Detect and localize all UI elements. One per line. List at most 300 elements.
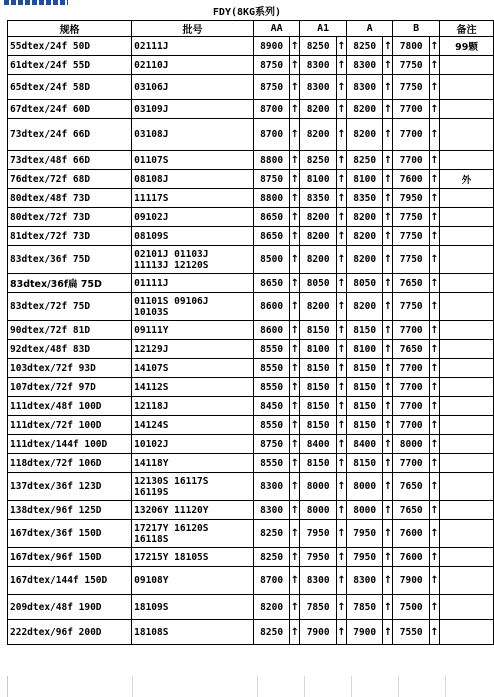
price-aa-cell: 8800 — [253, 151, 290, 170]
spec-cell: 61dtex/24f 55D — [8, 56, 132, 75]
note-cell — [439, 56, 493, 75]
up-arrow-icon: ↑ — [383, 170, 393, 189]
price-b-cell: 7750 — [393, 293, 430, 321]
price-a-cell: 8200 — [346, 293, 383, 321]
price-aa-cell: 8750 — [253, 435, 290, 454]
price-a-cell: 8150 — [346, 359, 383, 378]
batch-number: 12130S 16117S — [134, 475, 209, 487]
spec-cell: 167dtex/36f 150D — [8, 520, 132, 548]
up-arrow-icon: ↑ — [336, 454, 346, 473]
batch-number: 01111J — [134, 277, 169, 289]
up-arrow-icon: ↑ — [290, 151, 300, 170]
up-arrow-icon: ↑ — [336, 397, 346, 416]
table-row — [8, 378, 494, 397]
batch-cell — [132, 378, 254, 397]
batch-number: 11113J 12120S — [134, 259, 209, 271]
price-a-cell: 8400 — [346, 435, 383, 454]
up-arrow-icon: ↑ — [429, 321, 439, 340]
up-arrow-icon: ↑ — [383, 321, 393, 340]
note-cell — [439, 119, 493, 151]
price-a1-cell: 8250 — [300, 151, 337, 170]
batch-number: 01107S — [134, 154, 169, 166]
table-row — [8, 454, 494, 473]
table-row — [8, 293, 494, 321]
price-aa-cell: 8650 — [253, 227, 290, 246]
note-cell — [439, 473, 493, 501]
price-a-cell: 8150 — [346, 416, 383, 435]
note-cell — [439, 435, 493, 454]
price-b-cell: 7750 — [393, 246, 430, 274]
price-a-cell: 8150 — [346, 454, 383, 473]
table-row — [8, 473, 494, 501]
batch-number: 17215Y 18105S — [134, 551, 209, 563]
price-aa-cell: 8650 — [253, 274, 290, 293]
price-a1-cell: 8200 — [300, 119, 337, 151]
up-arrow-icon: ↑ — [336, 359, 346, 378]
price-b-cell: 7650 — [393, 340, 430, 359]
grid-line — [304, 676, 305, 697]
spec-cell: 167dtex/144f 150D — [8, 567, 132, 595]
batch-number: 08108J — [134, 173, 169, 185]
batch-cell — [132, 119, 254, 151]
price-aa-cell: 8750 — [253, 170, 290, 189]
price-a1-cell: 8250 — [300, 37, 337, 56]
spec-cell: 90dtex/72f 81D — [8, 321, 132, 340]
spec-cell: 73dtex/24f 66D — [8, 119, 132, 151]
up-arrow-icon: ↑ — [383, 378, 393, 397]
up-arrow-icon: ↑ — [336, 595, 346, 620]
price-a1-cell: 8200 — [300, 208, 337, 227]
spec-cell: 80dtex/72f 73D — [8, 208, 132, 227]
up-arrow-icon: ↑ — [290, 37, 300, 56]
table-row — [8, 227, 494, 246]
table-row — [8, 416, 494, 435]
price-a1-cell: 8200 — [300, 100, 337, 119]
note-cell — [439, 501, 493, 520]
up-arrow-icon: ↑ — [290, 397, 300, 416]
price-aa-cell: 8750 — [253, 56, 290, 75]
price-a-cell: 8300 — [346, 567, 383, 595]
table-row — [8, 595, 494, 620]
note-cell — [439, 359, 493, 378]
spec-cell: 67dtex/24f 60D — [8, 100, 132, 119]
batch-number: 11117S — [134, 192, 169, 204]
price-b-cell: 7700 — [393, 397, 430, 416]
up-arrow-icon: ↑ — [290, 274, 300, 293]
batch-cell — [132, 397, 254, 416]
price-b-cell: 7700 — [393, 151, 430, 170]
price-a-cell: 8200 — [346, 208, 383, 227]
note-cell — [439, 100, 493, 119]
up-arrow-icon: ↑ — [290, 435, 300, 454]
up-arrow-icon: ↑ — [336, 378, 346, 397]
up-arrow-icon: ↑ — [383, 359, 393, 378]
up-arrow-icon: ↑ — [290, 378, 300, 397]
up-arrow-icon: ↑ — [429, 75, 439, 100]
table-row — [8, 170, 494, 189]
up-arrow-icon: ↑ — [383, 473, 393, 501]
up-arrow-icon: ↑ — [290, 189, 300, 208]
up-arrow-icon: ↑ — [290, 567, 300, 595]
spec-cell: 111dtex/72f 100D — [8, 416, 132, 435]
batch-cell — [132, 501, 254, 520]
spec-cell: 209dtex/48f 190D — [8, 595, 132, 620]
table-row — [8, 435, 494, 454]
up-arrow-icon: ↑ — [383, 246, 393, 274]
spec-cell: 80dtex/48f 73D — [8, 189, 132, 208]
grid-line — [132, 676, 133, 697]
up-arrow-icon: ↑ — [429, 340, 439, 359]
up-arrow-icon: ↑ — [429, 293, 439, 321]
batch-cell — [132, 208, 254, 227]
up-arrow-icon: ↑ — [336, 321, 346, 340]
price-a-cell: 8250 — [346, 151, 383, 170]
up-arrow-icon: ↑ — [429, 620, 439, 645]
table-row — [8, 189, 494, 208]
table-row — [8, 359, 494, 378]
up-arrow-icon: ↑ — [383, 620, 393, 645]
up-arrow-icon: ↑ — [429, 520, 439, 548]
note-cell — [439, 189, 493, 208]
price-a-cell: 8200 — [346, 246, 383, 274]
price-a-cell: 8300 — [346, 75, 383, 100]
price-a1-cell: 8200 — [300, 293, 337, 321]
spec-cell: 111dtex/48f 100D — [8, 397, 132, 416]
price-aa-cell: 8600 — [253, 293, 290, 321]
price-aa-cell: 8500 — [253, 246, 290, 274]
price-a-cell: 8250 — [346, 37, 383, 56]
up-arrow-icon: ↑ — [383, 119, 393, 151]
up-arrow-icon: ↑ — [336, 208, 346, 227]
price-a1-cell: 8350 — [300, 189, 337, 208]
up-arrow-icon: ↑ — [429, 416, 439, 435]
price-a1-cell: 8150 — [300, 378, 337, 397]
price-b-cell: 7700 — [393, 119, 430, 151]
price-a1-cell: 8150 — [300, 454, 337, 473]
batch-number: 14124S — [134, 419, 169, 431]
price-b-cell: 7900 — [393, 567, 430, 595]
note-cell — [439, 151, 493, 170]
spec-cell: 73dtex/48f 66D — [8, 151, 132, 170]
batch-number: 09102J — [134, 211, 169, 223]
spec-cell: 111dtex/144f 100D — [8, 435, 132, 454]
up-arrow-icon: ↑ — [429, 119, 439, 151]
batch-cell — [132, 454, 254, 473]
batch-cell — [132, 321, 254, 340]
up-arrow-icon: ↑ — [383, 75, 393, 100]
note-cell — [439, 454, 493, 473]
up-arrow-icon: ↑ — [336, 189, 346, 208]
spec-cell: 65dtex/24f 58D — [8, 75, 132, 100]
batch-number: 09111Y — [134, 324, 169, 336]
up-arrow-icon: ↑ — [429, 595, 439, 620]
up-arrow-icon: ↑ — [383, 208, 393, 227]
price-a1-cell: 7850 — [300, 595, 337, 620]
up-arrow-icon: ↑ — [429, 170, 439, 189]
batch-cell — [132, 170, 254, 189]
price-a1-cell: 7950 — [300, 548, 337, 567]
price-a-cell: 8150 — [346, 378, 383, 397]
price-aa-cell: 8700 — [253, 119, 290, 151]
batch-number: 12129J — [134, 343, 169, 355]
spec-cell: 167dtex/96f 150D — [8, 548, 132, 567]
grid-line — [398, 676, 399, 697]
up-arrow-icon: ↑ — [383, 340, 393, 359]
price-aa-cell: 8900 — [253, 37, 290, 56]
spec-cell: 76dtex/72f 68D — [8, 170, 132, 189]
price-a1-cell: 8150 — [300, 397, 337, 416]
batch-number: 02101J 01103J — [134, 248, 209, 260]
up-arrow-icon: ↑ — [290, 340, 300, 359]
price-b-cell: 7650 — [393, 473, 430, 501]
up-arrow-icon: ↑ — [290, 620, 300, 645]
up-arrow-icon: ↑ — [429, 378, 439, 397]
up-arrow-icon: ↑ — [429, 473, 439, 501]
batch-cell — [132, 274, 254, 293]
up-arrow-icon: ↑ — [383, 416, 393, 435]
up-arrow-icon: ↑ — [290, 321, 300, 340]
batch-cell — [132, 227, 254, 246]
up-arrow-icon: ↑ — [429, 227, 439, 246]
price-aa-cell: 8550 — [253, 454, 290, 473]
price-b-cell: 7750 — [393, 56, 430, 75]
table-row — [8, 548, 494, 567]
up-arrow-icon: ↑ — [429, 548, 439, 567]
batch-cell — [132, 246, 254, 274]
grid-line — [351, 676, 352, 697]
price-a-cell: 8200 — [346, 227, 383, 246]
up-arrow-icon: ↑ — [336, 119, 346, 151]
table-row — [8, 274, 494, 293]
table-row — [8, 321, 494, 340]
price-a1-cell: 7950 — [300, 520, 337, 548]
up-arrow-icon: ↑ — [383, 454, 393, 473]
up-arrow-icon: ↑ — [336, 501, 346, 520]
spec-cell: 83dtex/72f 75D — [8, 293, 132, 321]
up-arrow-icon: ↑ — [290, 170, 300, 189]
price-a1-cell: 8000 — [300, 473, 337, 501]
batch-number: 08109S — [134, 230, 169, 242]
up-arrow-icon: ↑ — [383, 567, 393, 595]
batch-number: 18108S — [134, 626, 169, 638]
up-arrow-icon: ↑ — [290, 454, 300, 473]
up-arrow-icon: ↑ — [336, 227, 346, 246]
batch-cell — [132, 416, 254, 435]
price-b-cell: 7700 — [393, 321, 430, 340]
up-arrow-icon: ↑ — [383, 501, 393, 520]
grid-line — [257, 676, 258, 697]
up-arrow-icon: ↑ — [290, 75, 300, 100]
header-spec: 规格 — [8, 21, 132, 37]
spec-cell: 83dtex/36f扁 75D — [8, 274, 132, 293]
price-a1-cell: 8400 — [300, 435, 337, 454]
up-arrow-icon: ↑ — [336, 416, 346, 435]
up-arrow-icon: ↑ — [383, 397, 393, 416]
up-arrow-icon: ↑ — [429, 100, 439, 119]
batch-number: 14112S — [134, 381, 169, 393]
price-b-cell: 7500 — [393, 595, 430, 620]
up-arrow-icon: ↑ — [290, 119, 300, 151]
header-row — [8, 21, 494, 37]
up-arrow-icon: ↑ — [429, 397, 439, 416]
note-cell: 99颗 — [439, 37, 493, 56]
note-cell — [439, 416, 493, 435]
batch-cell — [132, 75, 254, 100]
batch-number: 17217Y 16120S — [134, 522, 209, 534]
price-a1-cell: 8100 — [300, 340, 337, 359]
table-row — [8, 246, 494, 274]
price-b-cell: 7600 — [393, 520, 430, 548]
up-arrow-icon: ↑ — [383, 293, 393, 321]
note-cell — [439, 75, 493, 100]
price-a1-cell: 8100 — [300, 170, 337, 189]
header-batch: 批号 — [132, 21, 254, 37]
up-arrow-icon: ↑ — [336, 246, 346, 274]
table-row — [8, 56, 494, 75]
batch-cell — [132, 567, 254, 595]
price-a1-cell: 8000 — [300, 501, 337, 520]
up-arrow-icon: ↑ — [290, 501, 300, 520]
spec-cell: 222dtex/96f 200D — [8, 620, 132, 645]
note-cell — [439, 321, 493, 340]
up-arrow-icon: ↑ — [290, 100, 300, 119]
price-a1-cell: 8200 — [300, 227, 337, 246]
up-arrow-icon: ↑ — [290, 548, 300, 567]
table-row — [8, 119, 494, 151]
spec-cell: 103dtex/72f 93D — [8, 359, 132, 378]
price-a1-cell: 8150 — [300, 321, 337, 340]
up-arrow-icon: ↑ — [429, 189, 439, 208]
up-arrow-icon: ↑ — [383, 100, 393, 119]
up-arrow-icon: ↑ — [429, 435, 439, 454]
up-arrow-icon: ↑ — [290, 520, 300, 548]
spec-cell: 92dtex/48f 83D — [8, 340, 132, 359]
batch-number: 16118S — [134, 533, 169, 545]
up-arrow-icon: ↑ — [383, 56, 393, 75]
batch-cell — [132, 548, 254, 567]
note-cell — [439, 620, 493, 645]
up-arrow-icon: ↑ — [336, 151, 346, 170]
price-b-cell: 7550 — [393, 620, 430, 645]
grid-line — [445, 676, 446, 697]
price-b-cell: 7950 — [393, 189, 430, 208]
up-arrow-icon: ↑ — [290, 227, 300, 246]
price-aa-cell: 8650 — [253, 208, 290, 227]
price-aa-cell: 8750 — [253, 75, 290, 100]
price-a1-cell: 7900 — [300, 620, 337, 645]
up-arrow-icon: ↑ — [383, 595, 393, 620]
table-row — [8, 501, 494, 520]
up-arrow-icon: ↑ — [336, 293, 346, 321]
note-cell — [439, 520, 493, 548]
price-a1-cell: 8300 — [300, 567, 337, 595]
price-b-cell: 7700 — [393, 359, 430, 378]
table-row — [8, 100, 494, 119]
up-arrow-icon: ↑ — [336, 473, 346, 501]
top-cell-fragment — [4, 0, 68, 5]
price-a-cell: 8300 — [346, 56, 383, 75]
batch-cell — [132, 473, 254, 501]
up-arrow-icon: ↑ — [290, 56, 300, 75]
table-row — [8, 567, 494, 595]
note-cell — [439, 293, 493, 321]
note-cell — [439, 246, 493, 274]
batch-cell — [132, 56, 254, 75]
note-cell — [439, 397, 493, 416]
note-cell — [439, 595, 493, 620]
batch-cell — [132, 520, 254, 548]
note-cell — [439, 208, 493, 227]
up-arrow-icon: ↑ — [336, 100, 346, 119]
note-cell: 外 — [439, 170, 493, 189]
header-b: B — [393, 21, 440, 37]
up-arrow-icon: ↑ — [336, 567, 346, 595]
up-arrow-icon: ↑ — [383, 548, 393, 567]
price-a-cell: 7950 — [346, 520, 383, 548]
note-cell — [439, 227, 493, 246]
table-row — [8, 208, 494, 227]
batch-cell — [132, 620, 254, 645]
batch-number: 10103S — [134, 306, 169, 318]
price-a-cell: 8100 — [346, 340, 383, 359]
up-arrow-icon: ↑ — [429, 151, 439, 170]
note-cell — [439, 567, 493, 595]
up-arrow-icon: ↑ — [429, 208, 439, 227]
up-arrow-icon: ↑ — [383, 227, 393, 246]
spec-cell: 107dtex/72f 97D — [8, 378, 132, 397]
up-arrow-icon: ↑ — [290, 246, 300, 274]
price-a1-cell: 8300 — [300, 75, 337, 100]
up-arrow-icon: ↑ — [383, 37, 393, 56]
batch-number: 02111J — [134, 40, 169, 52]
price-a-cell: 8100 — [346, 170, 383, 189]
batch-cell — [132, 100, 254, 119]
header-note: 备注 — [439, 21, 493, 37]
note-cell — [439, 548, 493, 567]
price-aa-cell: 8700 — [253, 567, 290, 595]
note-cell — [439, 378, 493, 397]
price-aa-cell: 8300 — [253, 501, 290, 520]
table-row — [8, 520, 494, 548]
batch-cell — [132, 189, 254, 208]
price-a-cell: 8350 — [346, 189, 383, 208]
batch-number: 18109S — [134, 601, 169, 613]
price-b-cell: 7700 — [393, 100, 430, 119]
price-aa-cell: 8550 — [253, 416, 290, 435]
price-a1-cell: 8050 — [300, 274, 337, 293]
price-a-cell: 8150 — [346, 321, 383, 340]
up-arrow-icon: ↑ — [336, 170, 346, 189]
up-arrow-icon: ↑ — [336, 75, 346, 100]
spec-cell: 83dtex/36f 75D — [8, 246, 132, 274]
price-b-cell: 7650 — [393, 501, 430, 520]
price-aa-cell: 8250 — [253, 620, 290, 645]
up-arrow-icon: ↑ — [429, 359, 439, 378]
up-arrow-icon: ↑ — [336, 620, 346, 645]
price-aa-cell: 8450 — [253, 397, 290, 416]
up-arrow-icon: ↑ — [429, 274, 439, 293]
header-a1: A1 — [300, 21, 347, 37]
price-a1-cell: 8300 — [300, 56, 337, 75]
price-aa-cell: 8550 — [253, 340, 290, 359]
batch-cell — [132, 37, 254, 56]
batch-number: 14118Y — [134, 457, 169, 469]
batch-number: 02110J — [134, 59, 169, 71]
batch-number: 03108J — [134, 129, 169, 140]
price-b-cell: 7700 — [393, 454, 430, 473]
price-b-cell: 7750 — [393, 75, 430, 100]
price-b-cell: 7700 — [393, 416, 430, 435]
